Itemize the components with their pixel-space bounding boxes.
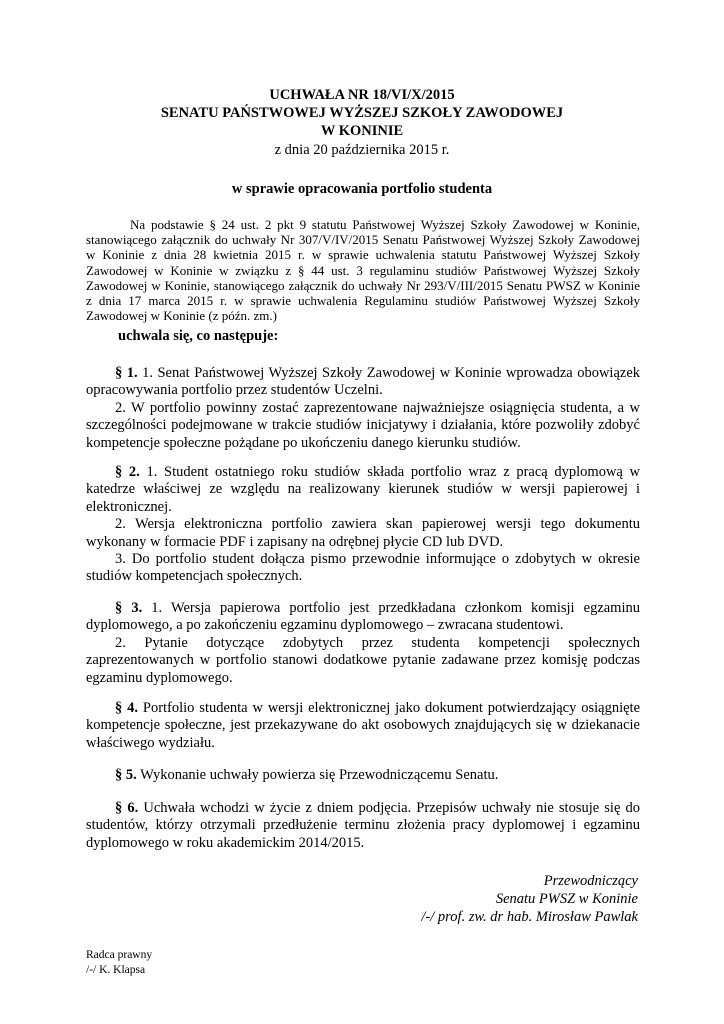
section-3 <box>86 600 640 687</box>
section-3-mark: § 3. <box>115 600 143 616</box>
section-4 <box>86 700 640 752</box>
legal-counsel-title: Radca prawny <box>86 949 153 961</box>
section-2-paragraph-2: 2. Wersja elektroniczna portfolio zawiera skan papierowej wersji tego dokumentu wykonany w formacie PDF i zapisany na odrębnej płycie CD lub DVD. <box>86 516 640 550</box>
section-1-mark: § 1. <box>115 365 138 381</box>
section-3-paragraph-1: 1. Wersja papierowa portfolio jest przedkładana członkom komisji egzaminu dyplomowego, a po zakończeniu egzaminu dyplomowego – zwracana studentowi. <box>86 600 640 634</box>
section-5-mark: § 5. <box>115 767 137 783</box>
section-3-paragraph-2: 2. Pytanie dotyczące zdobytych przez studenta kompetencji społecznych zaprezentowanych w portfolio stanowi dodatkowe pytanie zadawane przez komisję podczas egzaminu dyplomowego. <box>86 634 640 686</box>
section-2-mark: § 2. <box>115 464 140 480</box>
resolution-date: z dnia 20 października 2015 r. <box>274 142 450 158</box>
resolution-subject: w sprawie opracowania portfolio studenta <box>231 181 493 197</box>
legal-counsel-name: /-/ K. Klapsa <box>86 964 146 976</box>
section-4-mark: § 4. <box>115 700 138 716</box>
section-2-paragraph-1: 1. Student ostatniego roku studiów składa portfolio wraz z pracą dyplomową w katedrze właściwej ze względu na realizowany kierunek studiów w wersji papierowej i elektronicznej. <box>86 464 641 515</box>
signature-block <box>421 872 638 926</box>
resolution-number: UCHWAŁA NR 18/VI/X/2015 <box>269 87 455 103</box>
signature-name: /-/ prof. zw. dr hab. Mirosław Pawlak <box>421 909 638 925</box>
signature-body: Senatu PWSZ w Koninie <box>495 891 638 907</box>
section-4-paragraph-1: Portfolio studenta w wersji elektronicznej jako dokument potwierdzający osiągnięte kompetencje społeczne, jest przekazywane do akt osobowych znajdujących się w dziekanacie właściwego wydziału. <box>86 700 641 751</box>
section-6-paragraph-1: Uchwała wchodzi w życie z dniem podjęcia. Przepisów uchwały nie stosuje się do studentów, którzy otrzymali przedłużenie terminu złożenia pracy dyplomowej i egzaminu dyplomowego w roku akademickim 2014/2015. <box>86 800 641 851</box>
section-6-mark: § 6. <box>115 800 139 816</box>
section-5 <box>86 767 640 784</box>
section-1 <box>86 365 640 452</box>
resolves-phrase: uchwala się, co następuje: <box>118 328 279 344</box>
section-5-paragraph-1: Wykonanie uchwały powierza się Przewodniczącemu Senatu. <box>140 767 499 783</box>
signature-title: Przewodniczący <box>543 873 638 889</box>
section-6 <box>86 800 640 852</box>
section-1-paragraph-1: 1. Senat Państwowej Wyższej Szkoły Zawodowej w Koninie wprowadza obowiązek opracowywania portfolio przez studentów Uczelni. <box>86 365 641 399</box>
section-2-paragraph-3: 3. Do portfolio student dołącza pismo przewodnie informujące o zdobytych w okresie studiów kompetencjach społecznych. <box>86 551 640 585</box>
senate-name: SENATU PAŃSTWOWEJ WYŻSZEJ SZKOŁY ZAWODOWEJ <box>160 105 564 121</box>
section-1-paragraph-2: 2. W portfolio powinny zostać zaprezentowane najważniejsze osiągnięcia studenta, a w szczególności podejmowane w trakcie studiów inicjatywy i działania, które pozwoliły zdobyć kompetencje społeczne pożądane po ukończeniu danego kierunku studiów. <box>86 399 640 451</box>
legal-basis-paragraph: Na podstawie § 24 ust. 2 pkt 9 statutu Państwowej Wyższej Szkoły Zawodowej w Koninie, stanowiącego załącznik do uchwały Nr 307/V/IV/2015 Senatu Państwowej Wyższej Szkoły Zawodowej w Koninie z dnia 28 kwietnia 2015 r. w sprawie uchwalenia statutu Państwowej Wyższej Szkoły Zawodowej w Koninie w związku z § 44 ust. 3 regulaminu studiów Państwowej Wyższej Szkoły Zawodowej w Koninie, stanowiącego załącznik do uchwały Nr 293/V/III/2015 Senatu PWSZ w Koninie z dnia 17 marca 2015 r. w sprawie uchwalenia Regulaminu studiów Państwowej Wyższej Szkoły Zawodowej w Koninie (z późn. zm.) <box>86 217 640 324</box>
section-2 <box>86 464 640 586</box>
legal-counsel-note <box>86 948 152 978</box>
city-name: W KONINIE <box>320 123 404 139</box>
